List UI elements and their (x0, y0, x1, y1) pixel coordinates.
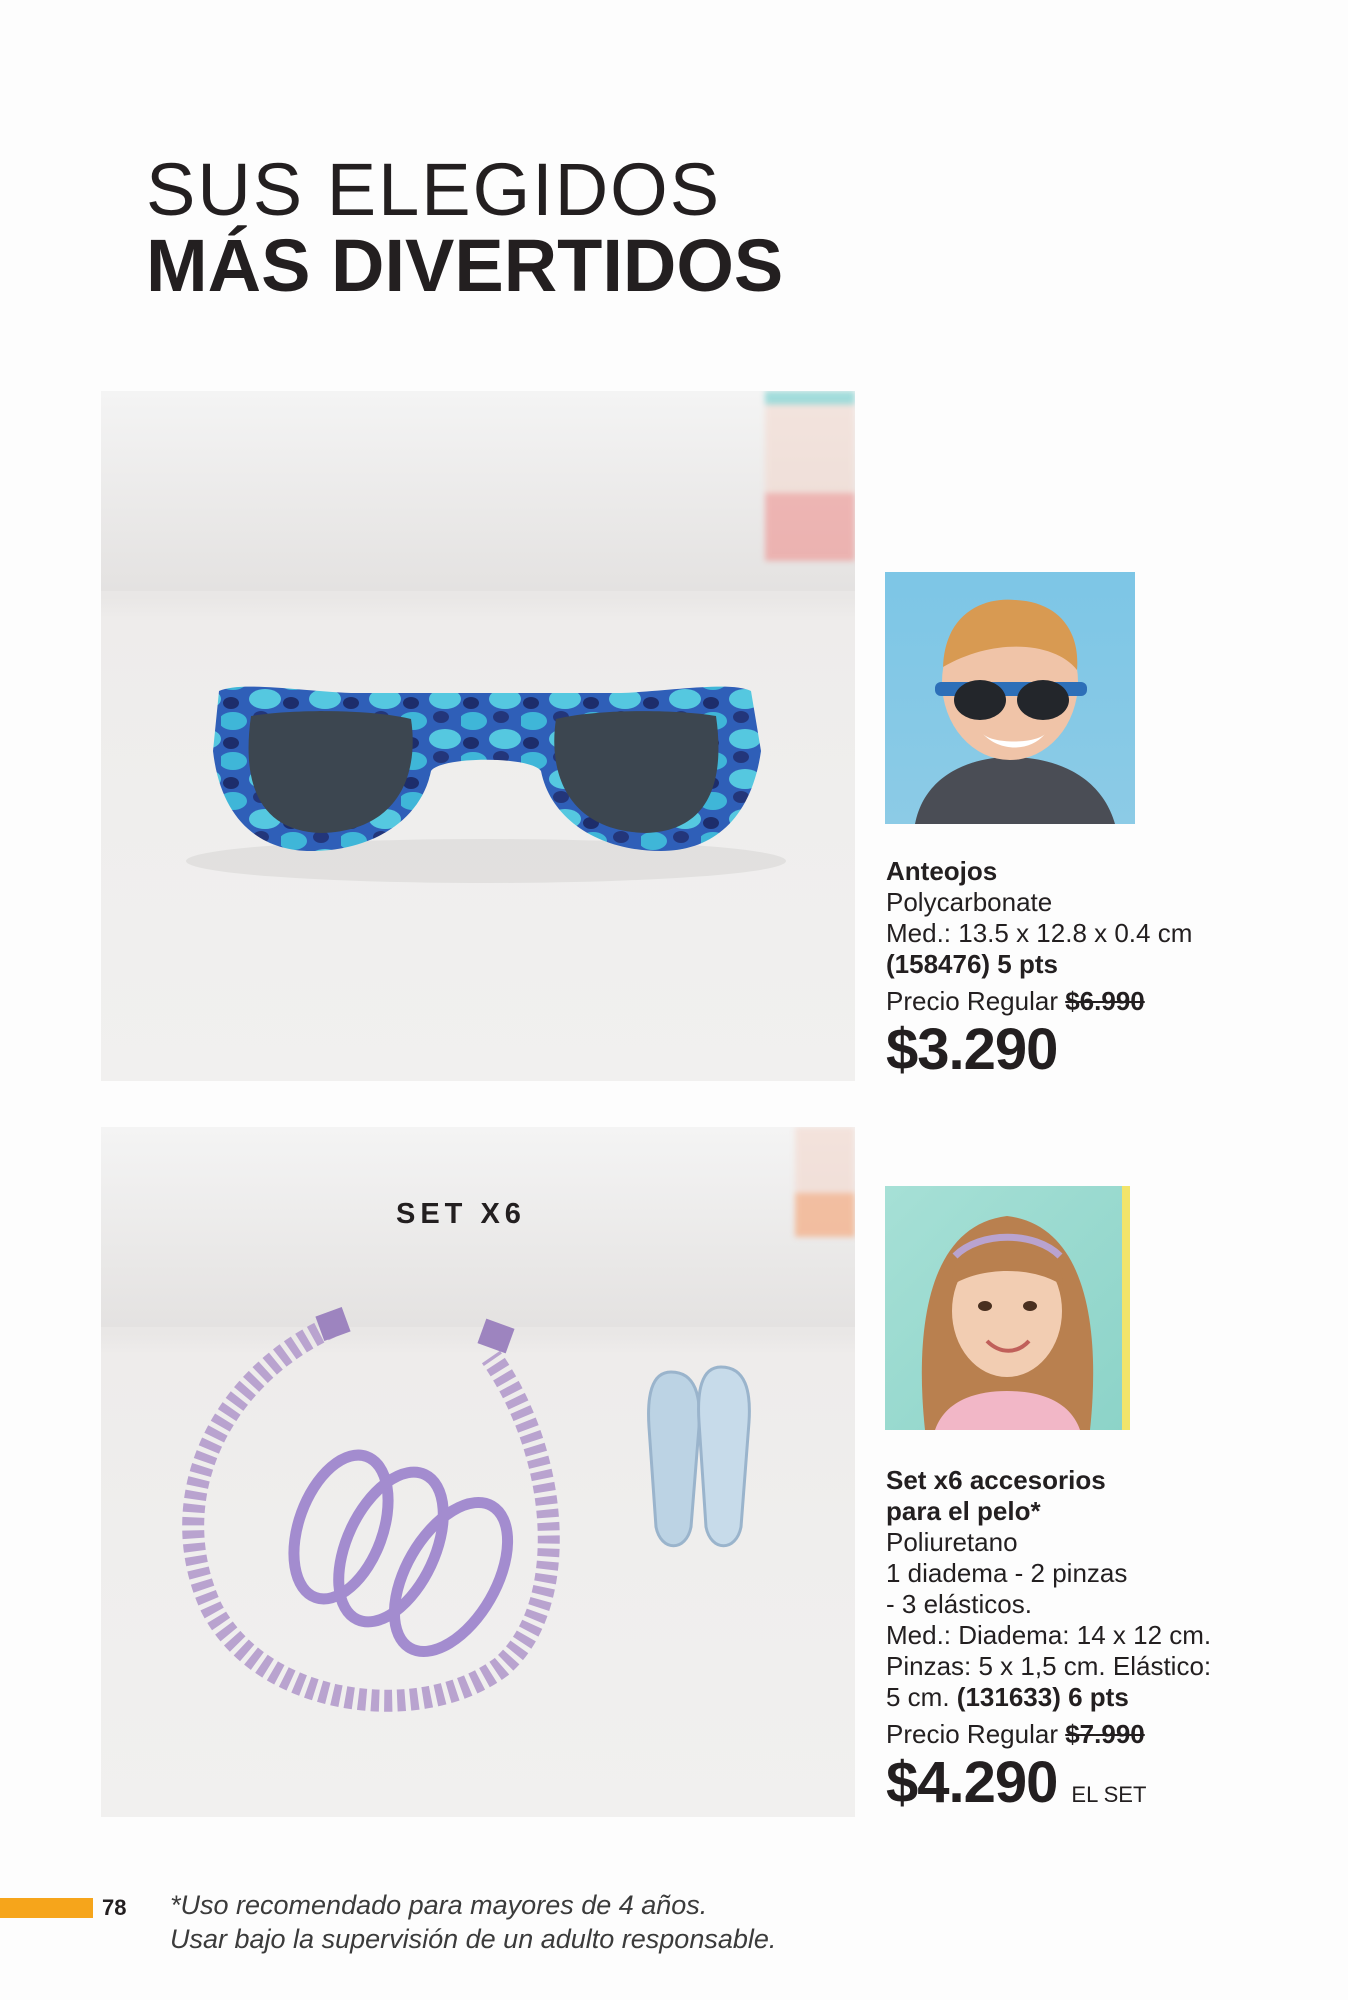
page-number-bar (0, 1898, 93, 1918)
sunglasses-illustration (101, 391, 855, 1081)
sunglasses-product-photo (101, 391, 855, 1081)
footnote-line-2: Usar bajo la supervisión de un adulto responsable. (170, 1924, 777, 1954)
product-1-measures: Med.: 13.5 x 12.8 x 0.4 cm (886, 918, 1193, 948)
product-2-measures-line-2: Pinzas: 5 x 1,5 cm. Elástico: (886, 1651, 1212, 1681)
product-2-code-points: (131633) 6 pts (956, 1682, 1129, 1712)
product-2-measures-line-1: Med.: Diadema: 14 x 12 cm. (886, 1620, 1212, 1650)
product-2-price-row (886, 1750, 1211, 1828)
title-line-2: MÁS DIVERTIDOS (146, 224, 784, 307)
page-number: 78 (102, 1895, 127, 1920)
title-line-1: SUS ELEGIDOS (146, 148, 722, 231)
product-2-measures-line-3-text: 5 cm. (886, 1682, 957, 1712)
product-1-price: $3.290 (886, 1017, 1058, 1082)
product-1-name: Anteojos (886, 856, 998, 886)
girl-model-photo (885, 1186, 1129, 1430)
footnote-line-1: *Uso recomendado para mayores de 4 años. (170, 1890, 708, 1920)
footnote (170, 1888, 776, 1956)
product-2-material: Poliuretano (886, 1527, 1018, 1557)
boy-model-photo (885, 572, 1135, 824)
hair-accessories-product-photo (101, 1127, 855, 1817)
product-2-measures-line-3 (886, 1682, 1211, 1713)
product-2-details (886, 1465, 1211, 1828)
product-1-regular-price: $6.990 (1065, 986, 1145, 1016)
yellow-edge-decoration (1122, 1186, 1130, 1430)
product-2-regular-price-row (886, 1719, 1211, 1750)
product-1-regular-price-row (886, 986, 1192, 1017)
product-1-material: Polycarbonate (886, 887, 1053, 917)
product-1-regular-label: Precio Regular (886, 986, 1058, 1016)
product-2-price: $4.290 (886, 1750, 1058, 1815)
product-1-details (886, 856, 1192, 1083)
product-1-code-points: (158476) 5 pts (886, 949, 1058, 979)
set-x6-badge: SET X6 (396, 1198, 526, 1230)
product-2-contents-line-2: - 3 elásticos. (886, 1589, 1032, 1619)
product-2-regular-label: Precio Regular (886, 1719, 1058, 1749)
product-2-regular-price: $7.990 (1065, 1719, 1145, 1749)
product-2-name-line-2: para el pelo* (886, 1496, 1041, 1526)
product-2-price-unit: EL SET (1071, 1782, 1147, 1807)
product-2-contents-line-1: 1 diadema - 2 pinzas (886, 1558, 1128, 1588)
product-2-name-line-1: Set x6 accesorios (886, 1465, 1106, 1495)
